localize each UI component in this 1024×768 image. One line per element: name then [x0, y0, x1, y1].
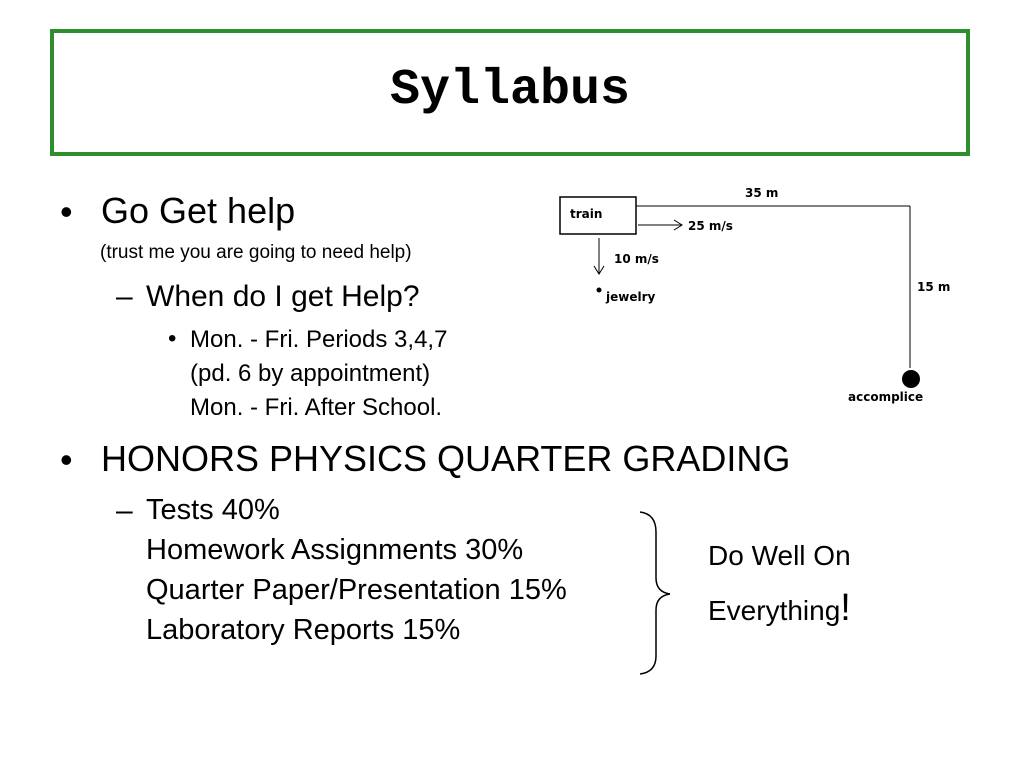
jewelry-dot — [597, 288, 602, 293]
callout-everything: Everything — [708, 595, 841, 626]
grading-item: Tests 40% — [146, 494, 280, 526]
accomplice-label: accomplice — [848, 390, 924, 404]
physics-diagram — [550, 180, 970, 420]
grading-list — [146, 490, 567, 650]
height-label: 15 m — [917, 280, 951, 294]
help-times-line: Mon. - Fri. After School. — [190, 394, 443, 421]
bullet-honors-grading: HONORS PHYSICS QUARTER GRADING — [101, 438, 791, 479]
help-times-line: (pd. 6 by appointment) — [190, 360, 431, 387]
sub-dash: – — [116, 494, 133, 527]
title-box — [50, 29, 970, 156]
slide-title: Syllabus — [389, 62, 631, 119]
distance-label: 35 m — [745, 186, 779, 200]
callout-line2 — [708, 582, 851, 637]
bullet-go-get-help: Go Get help — [101, 190, 296, 231]
grading-item: Homework Assignments 30% — [146, 534, 524, 566]
bullet-dot: • — [60, 191, 73, 232]
grading-item: Quarter Paper/Presentation 15% — [146, 574, 567, 606]
sub-when-help: When do I get Help? — [146, 280, 420, 313]
train-speed-label: 25 m/s — [688, 219, 733, 233]
grading-item: Laboratory Reports 15% — [146, 614, 461, 646]
help-note: (trust me you are going to need help) — [100, 242, 412, 263]
callout-line1: Do Well On — [708, 540, 851, 571]
sub-dash: – — [116, 280, 133, 313]
curly-brace — [636, 508, 680, 678]
jewelry-label: jewelry — [606, 290, 656, 304]
jewelry-speed-label: 10 m/s — [614, 252, 659, 266]
train-label: train — [570, 207, 603, 221]
accomplice-dot — [902, 370, 920, 388]
sub-sub-bullet: • — [168, 325, 177, 352]
help-times-line: Mon. - Fri. Periods 3,4,7 — [190, 326, 448, 353]
bullet-dot: • — [60, 439, 73, 480]
callout — [708, 530, 851, 637]
help-times — [190, 323, 447, 425]
callout-exclamation: ! — [840, 587, 851, 629]
